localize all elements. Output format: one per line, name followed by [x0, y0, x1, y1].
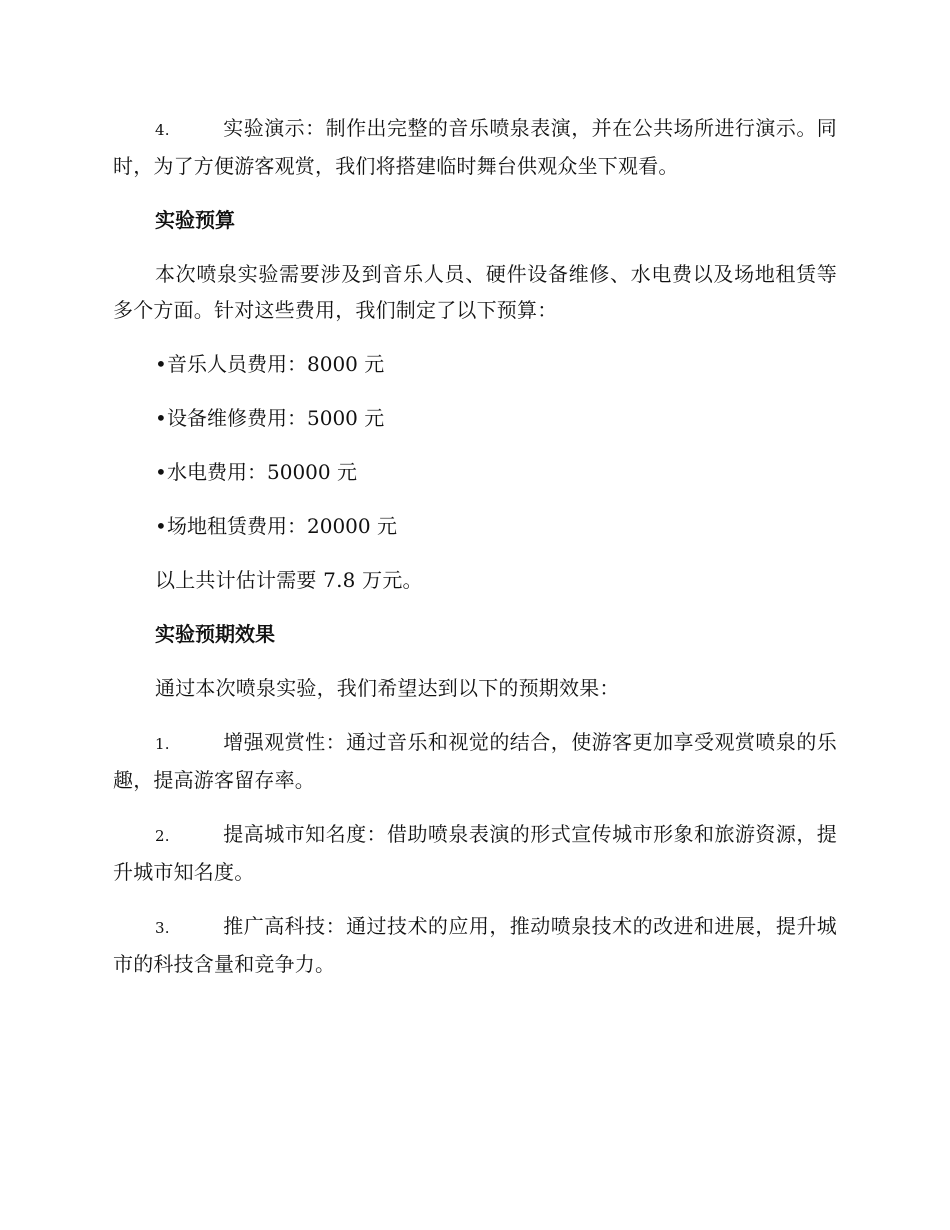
budget-item — [113, 346, 837, 382]
budget-total: 以上共计估计需要 7.8 万元。 — [155, 568, 423, 592]
list-item — [113, 908, 837, 982]
bullet-icon: • — [155, 460, 167, 484]
bullet-icon: • — [155, 406, 167, 430]
document-page — [113, 110, 837, 982]
section-heading-budget: 实验预算 — [155, 208, 235, 232]
budget-item-text: 场地租赁费用：20000 元 — [167, 514, 397, 538]
budget-item-text: 音乐人员费用：8000 元 — [167, 352, 385, 376]
bullet-icon: • — [155, 352, 167, 376]
list-text: 提高城市知名度：借助喷泉表演的形式宣传城市形象和旅游资源，提升城市知名度。 — [113, 822, 837, 884]
budget-item — [113, 508, 837, 544]
list-item — [113, 816, 837, 890]
list-number: 2. — [155, 827, 170, 845]
budget-item — [113, 454, 837, 490]
list-text: 实验演示：制作出完整的音乐喷泉表演，并在公共场所进行演示。同时，为了方便游客观赏，我们将搭建临时舞台供观众坐下观看。 — [113, 116, 837, 178]
budget-item-text: 设备维修费用：5000 元 — [167, 406, 385, 430]
list-text: 增强观赏性：通过音乐和视觉的结合，使游客更加享受观赏喷泉的乐趣，提高游客留存率。 — [113, 730, 837, 792]
budget-item — [113, 400, 837, 436]
list-item — [113, 110, 837, 184]
budget-item-text: 水电费用：50000 元 — [167, 460, 357, 484]
budget-intro: 本次喷泉实验需要涉及到音乐人员、硬件设备维修、水电费以及场地租赁等多个方面。针对这些费用，我们制定了以下预算： — [113, 262, 837, 322]
list-item — [113, 724, 837, 798]
list-number: 4. — [155, 121, 170, 139]
section-heading-effects: 实验预期效果 — [155, 622, 275, 646]
bullet-icon: • — [155, 514, 167, 538]
list-number: 1. — [155, 735, 170, 753]
list-text: 推广高科技：通过技术的应用，推动喷泉技术的改进和进展，提升城市的科技含量和竞争力。 — [113, 914, 837, 976]
effects-intro: 通过本次喷泉实验，我们希望达到以下的预期效果： — [155, 676, 620, 700]
list-number: 3. — [155, 919, 170, 937]
